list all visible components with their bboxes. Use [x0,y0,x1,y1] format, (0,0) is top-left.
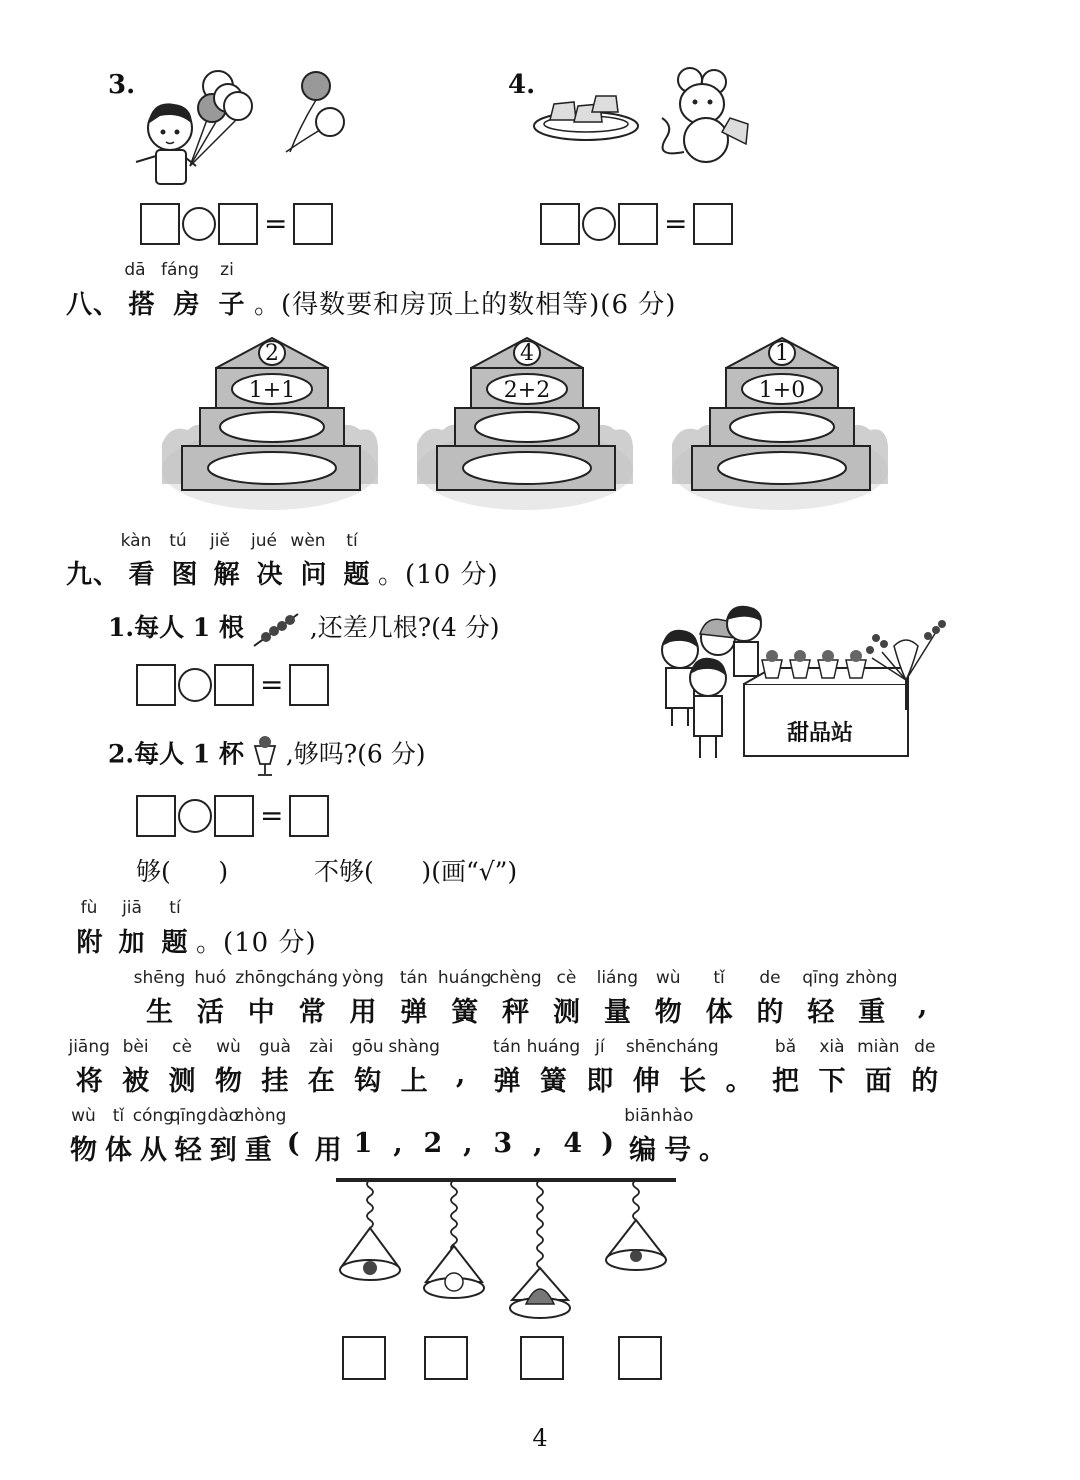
dessert-cup-icon [252,734,278,778]
problem-3-equation [140,203,333,245]
title-char: 问 [300,560,328,590]
passage-char: 簧 [539,1066,567,1097]
section-points: 。(10 分) [378,560,499,590]
passage-char: 体 [705,997,733,1028]
pinyin: jiā [122,898,142,918]
pinyin: tǐ [112,1106,125,1126]
pinyin: bèi [122,1037,149,1057]
pinyin: fù [80,898,98,918]
answer-box[interactable] [618,203,658,245]
passage-char: 的 [911,1066,939,1097]
pinyin: hào [661,1106,694,1126]
pinyin: xià [819,1037,845,1057]
title-char: 图 [171,560,199,590]
passage-char: 被 [122,1066,150,1097]
passage-char: 体 [104,1135,132,1166]
passage-char: 伸 [632,1066,660,1097]
passage-char: 用 [349,997,377,1028]
pinyin: biān [624,1106,661,1126]
section-9-title [66,554,499,591]
passage-char: 轻 [174,1135,202,1166]
passage-char: , [463,1128,473,1159]
house-3 [670,334,890,514]
answer-box[interactable] [140,203,180,245]
passage-char: 4 [563,1128,583,1159]
passage-char: , [393,1128,403,1159]
passage-char: 即 [586,1066,614,1097]
passage-char: 物 [654,997,682,1028]
title-char: 房 [173,290,201,320]
passage-char: 轻 [807,997,835,1028]
house-roof-number: 1 [775,341,789,366]
house-row-expression: 1+0 [758,378,806,403]
candied-haw-skewer-icon [252,612,302,648]
pinyin: cóng [132,1106,175,1126]
pinyin: huáng [437,968,492,988]
passage-char: 弹 [400,997,428,1028]
passage-char: 秤 [502,997,530,1028]
pinyin: de [759,968,781,988]
pinyin: shēng [133,968,186,988]
passage-char: 生 [145,997,173,1028]
passage-char: 物 [69,1135,97,1166]
passage-char: 号 [664,1135,692,1166]
pinyin: jué [251,531,277,551]
pinyin: huáng [526,1037,581,1057]
answer-box[interactable] [693,203,733,245]
pinyin: huó [194,968,227,988]
passage-char: 重 [858,997,886,1028]
title-char: 子 [218,290,246,320]
answer-box[interactable] [289,795,329,837]
passage-char: ( [286,1128,300,1159]
passage-char: 编 [629,1135,657,1166]
answer-box[interactable] [520,1336,564,1380]
passage-char: 活 [196,997,224,1028]
pinyin: wù [655,968,681,988]
dessert-stand-illustration [650,598,950,768]
answer-box[interactable] [214,664,254,706]
title-char: 加 [118,928,146,958]
question-1-text-a: 1.每人 1 根 [108,613,244,642]
pinyin: jiāng [68,1037,110,1057]
answer-box[interactable] [136,795,176,837]
passage-char: 从 [139,1135,167,1166]
problem-4-number: 4. [508,70,536,100]
question-1-equation [136,664,329,706]
passage-char: 测 [552,997,580,1028]
house-row-expression: 1+1 [248,378,296,403]
title-char: 题 [343,560,371,590]
passage-char: 的 [756,997,784,1028]
passage-char: 中 [247,997,275,1028]
title-char: 附 [76,928,104,958]
title-char: 看 [128,560,156,590]
passage-char: 测 [168,1066,196,1097]
boy-with-balloons-illustration [130,66,360,186]
pinyin: kàn [120,531,152,551]
pinyin: cè [556,968,577,988]
passage-char: 长 [679,1066,707,1097]
pinyin: zi [220,260,234,280]
pinyin: de [914,1037,936,1057]
answer-box[interactable] [293,203,333,245]
enough-choice[interactable]: 够( ) [136,857,229,886]
pinyin: yòng [341,968,384,988]
pinyin: qīng [802,968,840,988]
pinyin: wèn [290,531,326,551]
section-prefix: 九、 [66,560,121,590]
question-2-text-b: ,够吗?(6 分) [285,739,426,769]
section-prefix: 八、 [66,290,121,320]
answer-box[interactable] [136,664,176,706]
operator-circle[interactable] [178,668,212,702]
answer-box[interactable] [214,795,254,837]
passage-char: 弹 [493,1066,521,1097]
passage-char: , [455,1059,466,1090]
answer-box[interactable] [218,203,258,245]
passage-char: 在 [307,1066,335,1097]
pinyin: tí [169,898,181,918]
answer-box[interactable] [424,1336,468,1380]
operator-circle[interactable] [182,207,216,241]
pinyin: jí [595,1037,605,1057]
section-8-title [66,284,676,321]
operator-circle[interactable] [582,207,616,241]
pinyin: wù [216,1037,241,1057]
pinyin: cè [172,1037,192,1057]
passage-char: 。 [699,1135,727,1166]
pinyin: jiě [210,531,230,551]
pinyin: zhòng [845,968,898,988]
house-2 [415,334,635,514]
pinyin: liáng [596,968,639,988]
passage-char: 2 [423,1128,443,1159]
passage-char: 3 [493,1128,513,1159]
pinyin: zhòng [234,1106,287,1126]
answer-box[interactable] [342,1336,386,1380]
passage-char: 下 [818,1066,846,1097]
pinyin: tǐ [713,968,725,988]
passage-char: , [533,1128,543,1159]
mouse-and-cakes-illustration [530,68,760,168]
pinyin: zài [309,1037,334,1057]
question-1 [108,608,500,648]
house-roof-number: 2 [265,341,279,366]
passage-char: ) [601,1128,615,1159]
pinyin: guà [258,1037,291,1057]
section-points: 。(10 分) [196,928,317,958]
equals-sign: = [264,207,288,240]
passage-char: 用 [314,1135,342,1166]
pinyin: chèng [489,968,542,988]
shop-sign: 甜品站 [786,721,854,746]
answer-box[interactable] [618,1336,662,1380]
section-instructions: 。(得数要和房顶上的数相等)(6 分) [254,290,677,320]
passage-char: 挂 [261,1066,289,1097]
passage-char: 到 [209,1135,237,1166]
equals-sign: = [664,207,688,240]
passage-char: 。 [725,1066,753,1097]
pinyin: tú [169,531,187,551]
equals-sign: = [260,799,284,832]
answer-box[interactable] [289,664,329,706]
pinyin: wù [71,1106,96,1126]
pinyin: tán [399,968,428,988]
pinyin: shēn [625,1037,667,1057]
house-roof-number: 4 [520,341,534,366]
pinyin: gōu [351,1037,384,1057]
passage-char: 重 [244,1135,272,1166]
problem-3-number: 3. [108,70,136,100]
problem-4-equation [540,203,733,245]
question-1-text-b: ,还差几根?(4 分) [309,613,500,642]
pinyin: fáng [161,260,199,280]
spring-scales-illustration [330,1170,690,1340]
passage-char: 将 [75,1066,103,1097]
pinyin: miàn [857,1037,900,1057]
passage-char: 量 [603,997,631,1028]
page-number: 4 [532,1424,548,1452]
pinyin: cháng [286,968,339,988]
pinyin: dào [207,1106,240,1126]
passage-char: 簧 [451,997,479,1028]
title-char: 搭 [128,290,156,320]
house-1 [160,334,380,514]
pinyin: cháng [666,1037,719,1057]
passage-char: 常 [298,997,326,1028]
title-char: 解 [213,560,241,590]
passage-char: 上 [400,1066,428,1097]
pinyin: dā [124,260,146,280]
passage-char: 1 [353,1128,373,1159]
house-row-expression: 2+2 [503,378,551,403]
passage-char: 面 [864,1066,892,1097]
question-2-text-a: 2.每人 1 杯 [108,739,244,769]
equals-sign: = [260,668,284,701]
passage-char: 物 [214,1066,242,1097]
question-2 [108,734,426,778]
pinyin: tán [493,1037,521,1057]
pinyin: qīng [169,1106,207,1126]
passage-char: , [917,990,928,1021]
pinyin: zhōng [235,968,288,988]
answer-box[interactable] [540,203,580,245]
pinyin: shàng [388,1037,440,1057]
question-2-equation [136,795,329,837]
title-char: 题 [161,928,189,958]
passage-char: 钩 [354,1066,382,1097]
bonus-title [70,922,317,959]
not-enough-choice[interactable]: 不够( )(画“√”) [314,857,518,886]
title-char: 决 [256,560,284,590]
pinyin: tí [346,531,358,551]
passage-char: 把 [772,1066,800,1097]
pinyin: bǎ [774,1037,797,1057]
operator-circle[interactable] [178,799,212,833]
